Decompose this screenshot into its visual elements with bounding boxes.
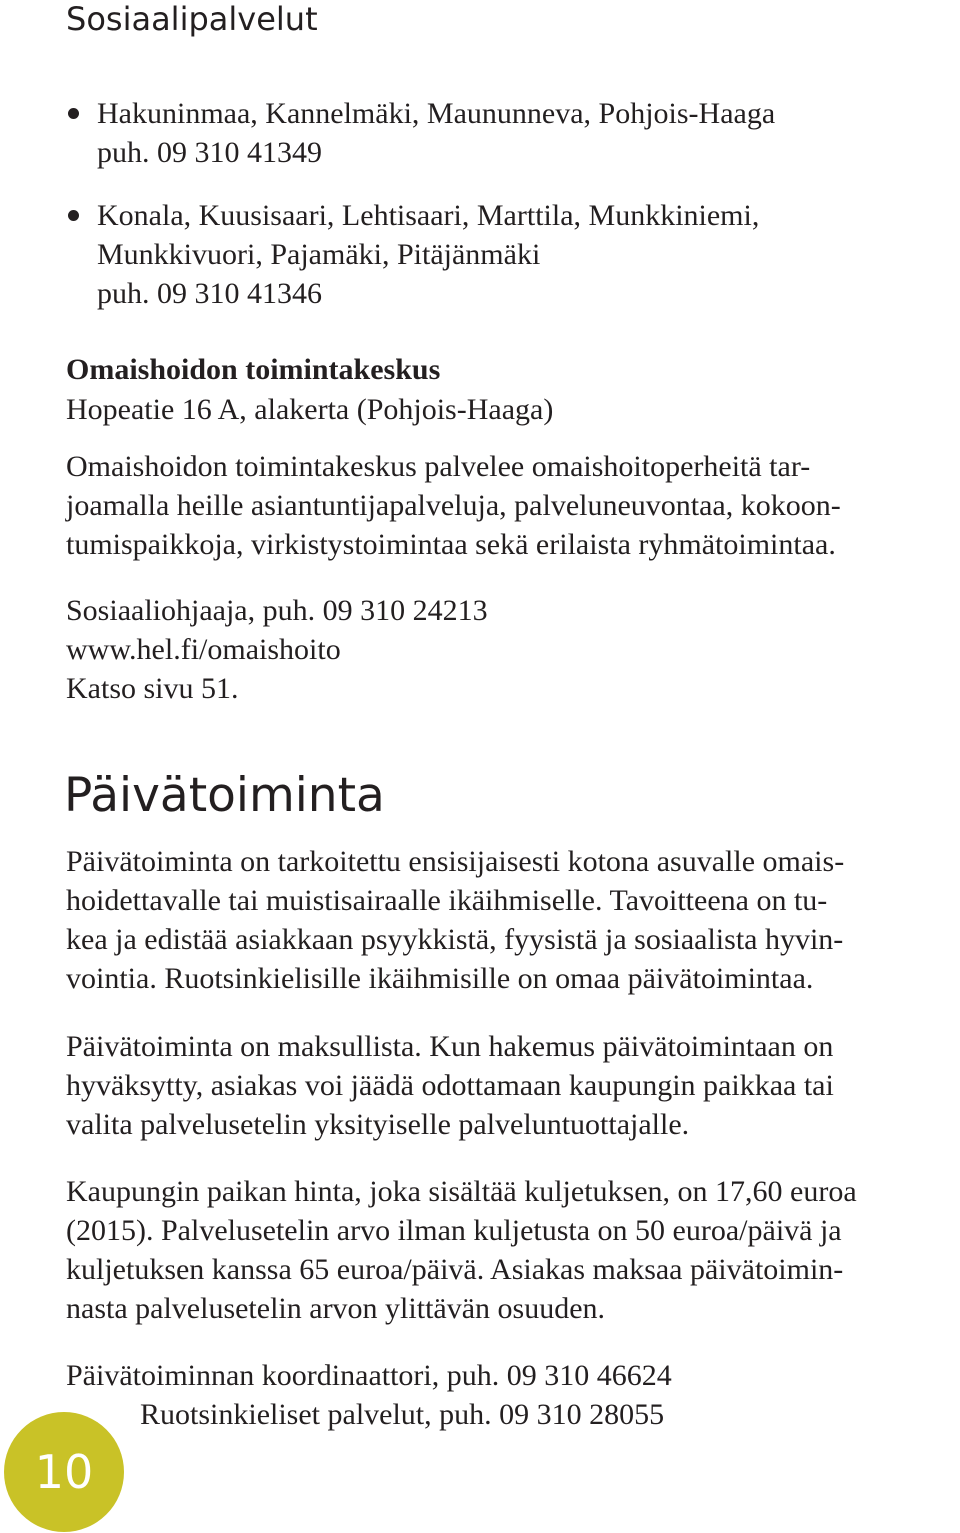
section-title-paivatoiminta: Päivätoiminta <box>64 768 385 823</box>
paragraph-line: hyväksytty, asiakas voi jäädä odottamaan kaupungin paikkaa tai <box>66 1069 834 1102</box>
omaishoito-description-line: joamalla heille asiantuntijapalveluja, palveluneuvontaa, kokoon- <box>66 489 841 522</box>
paragraph-line: hoidettavalle tai muistisairaalle ikäihmiselle. Tavoitteena on tu- <box>66 884 828 917</box>
bullet-phone: puh. 09 310 41346 <box>97 277 322 310</box>
bullet-text-line: Konala, Kuusisaari, Lehtisaari, Marttila, Munkkiniemi, <box>97 199 760 232</box>
paragraph-line: valita palvelusetelin yksityiselle palveluntuottajalle. <box>66 1108 690 1141</box>
omaishoito-description-line: Omaishoidon toimintakeskus palvelee omaishoitoperheitä tar- <box>66 450 811 483</box>
bullet-icon <box>68 210 79 221</box>
paragraph-line: kea ja edistää asiakkaan psyykkistä, fyysistä ja sosiaalista hyvin- <box>66 923 844 956</box>
paragraph-line: vointia. Ruotsinkielisille ikäihmisille on omaa päivätoimintaa. <box>66 962 814 995</box>
bullet-phone: puh. 09 310 41349 <box>97 136 322 169</box>
omaishoito-page-reference: Katso sivu 51. <box>66 672 239 705</box>
omaishoito-website-link[interactable]: www.hel.fi/omaishoito <box>66 633 341 666</box>
swedish-services-phone: Ruotsinkieliset palvelut, puh. 09 310 28055 <box>140 1398 665 1431</box>
section-title-sosiaalipalvelut: Sosiaalipalvelut <box>66 0 318 38</box>
paragraph-line: kuljetuksen kanssa 65 euroa/päivä. Asiakas maksaa päivätoimin- <box>66 1253 844 1286</box>
paragraph-line: (2015). Palvelusetelin arvo ilman kuljetusta on 50 euroa/päivä ja <box>66 1214 842 1247</box>
coordinator-phone: Päivätoiminnan koordinaattori, puh. 09 310 46624 <box>66 1359 672 1392</box>
omaishoito-name: Omaishoidon toimintakeskus <box>66 353 441 386</box>
omaishoito-address: Hopeatie 16 A, alakerta (Pohjois-Haaga) <box>66 393 554 426</box>
page-number: 10 <box>34 1445 94 1499</box>
paragraph-line: Kaupungin paikan hinta, joka sisältää kuljetuksen, on 17,60 euroa <box>66 1175 857 1208</box>
bullet-icon <box>68 108 79 119</box>
paragraph-line: nasta palvelusetelin arvon ylittävän osuuden. <box>66 1292 606 1325</box>
omaishoito-description-line: tumispaikkoja, virkistystoimintaa sekä erilaista ryhmätoimintaa. <box>66 528 836 561</box>
bullet-text-line: Munkkivuori, Pajamäki, Pitäjänmäki <box>97 238 541 271</box>
bullet-text-line: Hakuninmaa, Kannelmäki, Maununneva, Pohjois-Haaga <box>97 97 776 130</box>
paragraph-line: Päivätoiminta on tarkoitettu ensisijaisesti kotona asuvalle omais- <box>66 845 845 878</box>
paragraph-line: Päivätoiminta on maksullista. Kun hakemus päivätoimintaan on <box>66 1030 834 1063</box>
omaishoito-contact-phone: Sosiaaliohjaaja, puh. 09 310 24213 <box>66 594 488 627</box>
